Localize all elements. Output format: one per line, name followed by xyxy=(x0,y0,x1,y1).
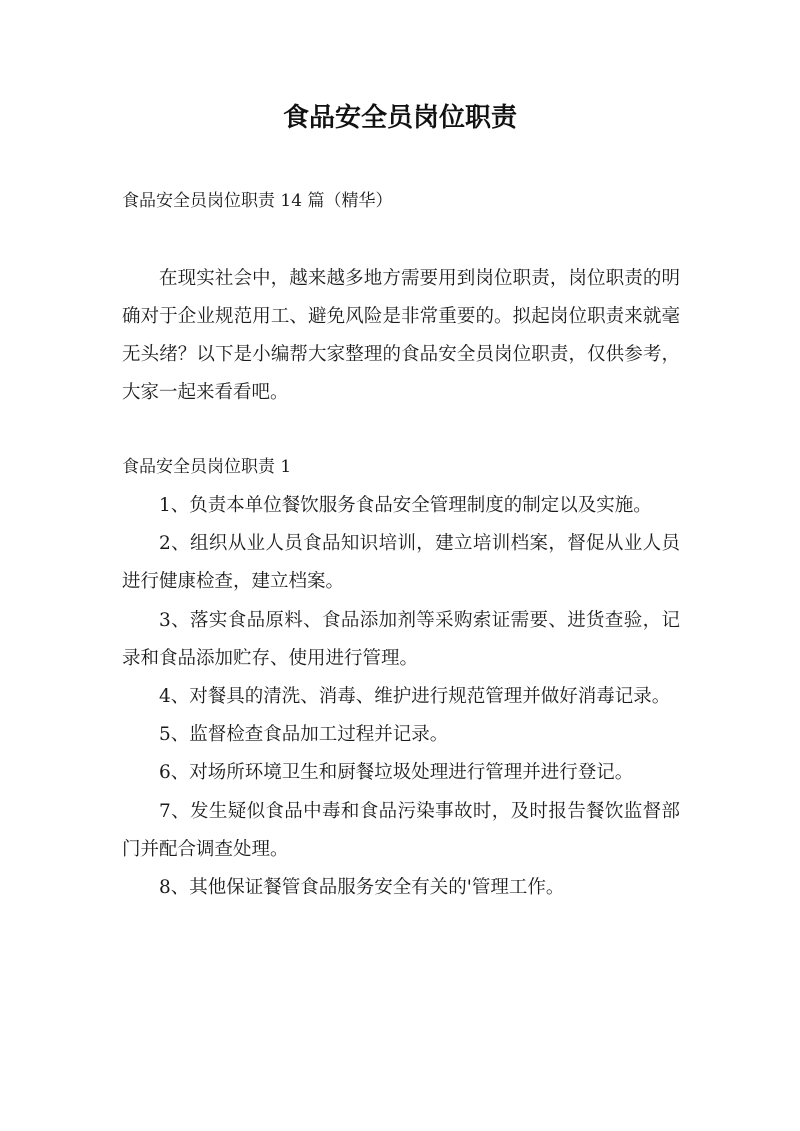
intro-paragraph: 在现实社会中，越来越多地方需要用到岗位职责，岗位职责的明确对于企业规范用工、避免风险是非常重要的。拟起岗位职责来就毫无头绪？以下是小编帮大家整理的食品安全员岗位职责，仅供参考，大家一起来看看吧。 xyxy=(122,268,680,403)
document-title: 食品安全员岗位职责 xyxy=(282,103,517,133)
duty-item-2: 2、组织从业人员食品知识培训，建立培训档案，督促从业人员进行健康检查，建立档案。 xyxy=(122,533,680,593)
duty-item-3: 3、落实食品原料、食品添加剂等采购索证需要、进货查验，记录和食品添加贮存、使用进行管理。 xyxy=(122,609,680,669)
duty-item-5: 5、监督检查食品加工过程并记录。 xyxy=(159,724,449,746)
duty-list xyxy=(122,487,680,907)
duty-item-1: 1、负责本单位餐饮服务食品安全管理制度的制定以及实施。 xyxy=(159,495,652,516)
duty-item-7: 7、发生疑似食品中毒和食品污染事故时，及时报告餐饮监督部门并配合调查处理。 xyxy=(122,800,680,860)
document-subtitle: 食品安全员岗位职责 14 篇（精华） xyxy=(122,191,393,211)
duty-item-8: 8、其他保证餐管食品服务安全有关的'管理工作。 xyxy=(159,877,565,899)
duty-item-4: 4、对餐具的清洗、消毒、维护进行规范管理并做好消毒记录。 xyxy=(159,686,671,708)
section-heading: 食品安全员岗位职责 1 xyxy=(122,457,292,477)
duty-item-6: 6、对场所环境卫生和厨餐垃圾处理进行管理并进行登记。 xyxy=(159,762,634,784)
